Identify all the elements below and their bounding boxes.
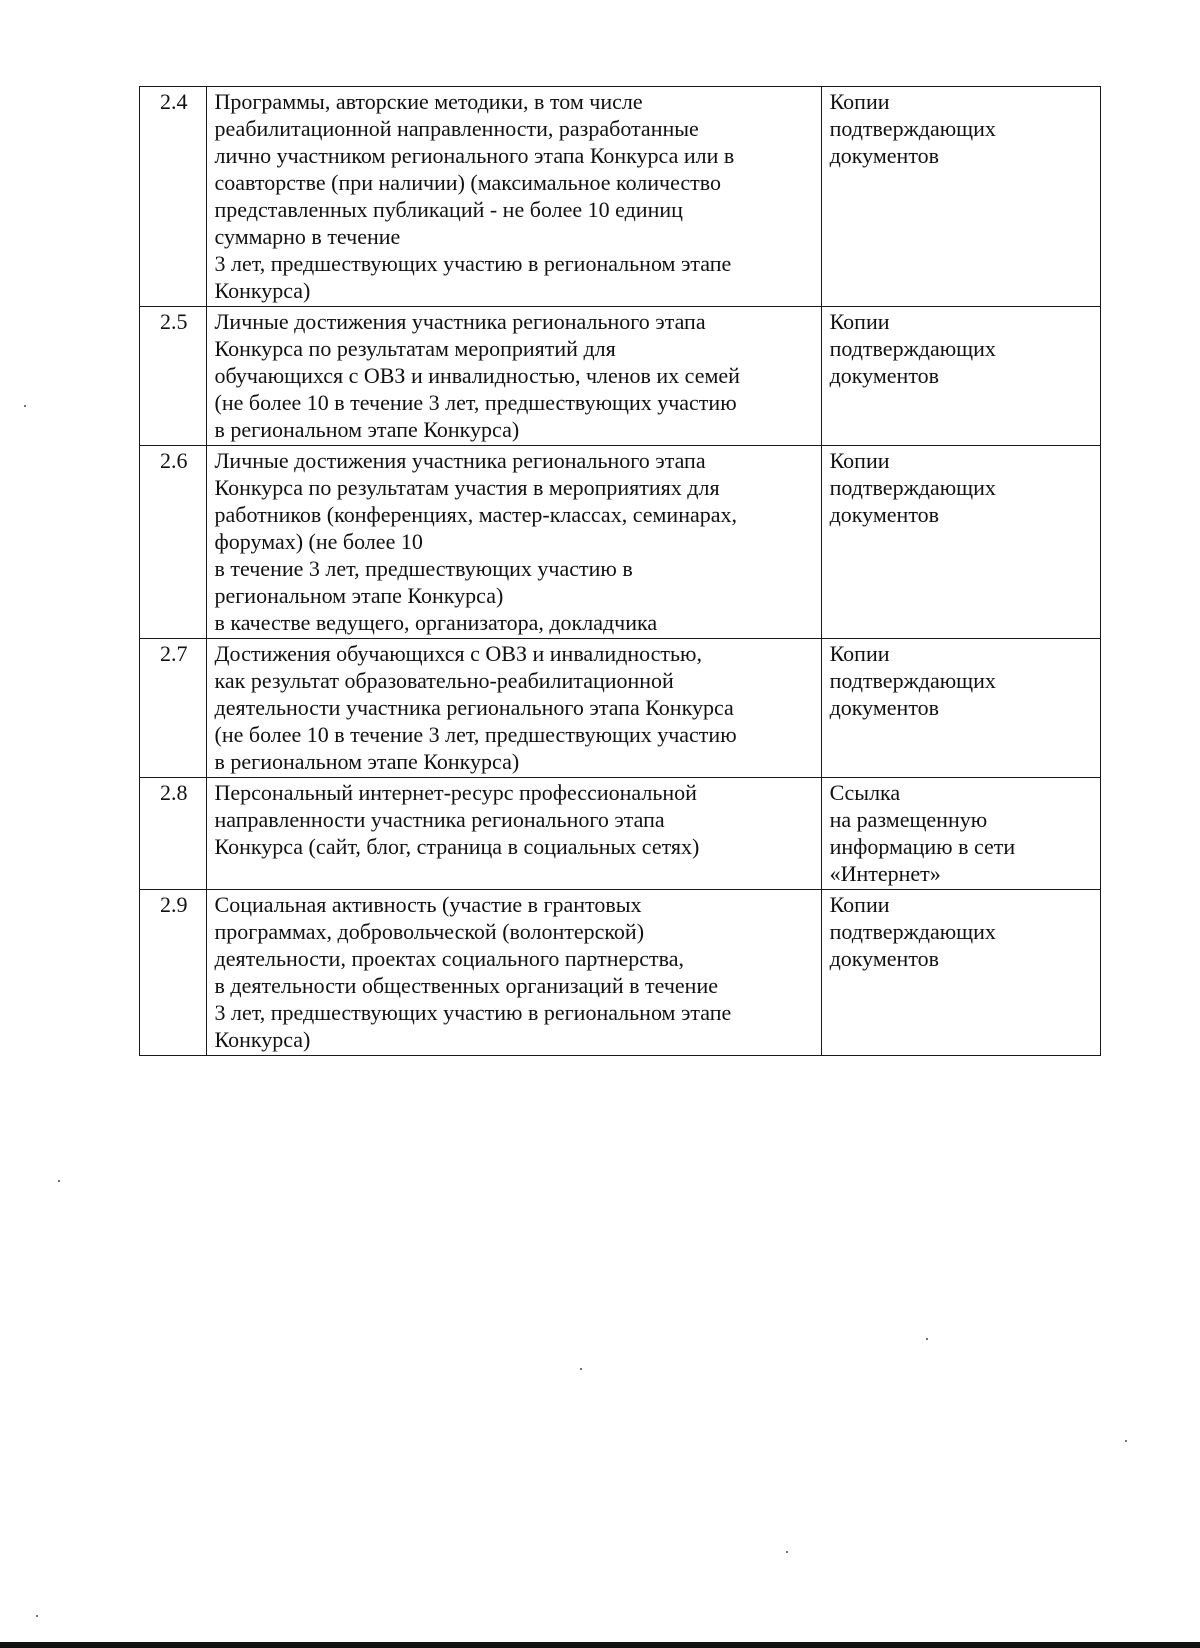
row-number: 2.6 [140, 446, 207, 639]
scan-speck [1125, 1440, 1127, 1442]
table-row [140, 307, 1101, 446]
description-line: Социальная активность (участие в грантовых [214, 892, 642, 917]
description-line: Личные достижения участника регионального этапа [214, 309, 706, 334]
document-line: подтверждающих [829, 668, 996, 693]
criterion-description [206, 446, 821, 639]
scan-bottom-edge [0, 1642, 1200, 1648]
document-line: подтверждающих [829, 919, 996, 944]
document-line: информацию в сети [829, 834, 1016, 859]
scan-speck [580, 1368, 582, 1370]
description-line: направленности участника регионального этапа [214, 807, 665, 832]
row-number: 2.9 [140, 890, 207, 1056]
table-row [140, 890, 1101, 1056]
description-line: Конкурса) [214, 1027, 311, 1052]
document-line: документов [829, 946, 940, 971]
document-line: подтверждающих [829, 475, 996, 500]
document-line: на размещенную [829, 807, 988, 832]
document-line: документов [829, 502, 940, 527]
document-line: «Интернет» [829, 861, 941, 886]
description-line: в деятельности общественных организаций в течение [214, 973, 718, 998]
confirming-documents [821, 778, 1100, 890]
scan-speck [24, 405, 26, 407]
description-line: программах, добровольческой (волонтерской) [214, 919, 645, 944]
scan-speck [58, 1180, 60, 1182]
description-line: в региональном этапе Конкурса) [214, 417, 520, 442]
description-line: 3 лет, предшествующих участию в региональном этапе [214, 251, 732, 276]
description-line: (не более 10 в течение 3 лет, предшествующих участию [214, 390, 737, 415]
description-line: работников (конференциях, мастер-классах, семинарах, [214, 502, 737, 527]
document-line: документов [829, 143, 940, 168]
description-line: форумах) (не более 10 [214, 529, 423, 554]
table-row [140, 639, 1101, 778]
description-line: региональном этапе Конкурса) [214, 583, 504, 608]
row-number: 2.5 [140, 307, 207, 446]
document-line: подтверждающих [829, 336, 996, 361]
criteria-table [139, 86, 1101, 1056]
description-line: обучающихся с ОВЗ и инвалидностью, членов их семей [214, 363, 740, 388]
row-number: 2.8 [140, 778, 207, 890]
table-row [140, 446, 1101, 639]
description-line: в течение 3 лет, предшествующих участию в [214, 556, 633, 581]
description-line: (не более 10 в течение 3 лет, предшествующих участию [214, 722, 737, 747]
description-line: представленных публикаций - не более 10 единиц [214, 197, 683, 222]
confirming-documents [821, 446, 1100, 639]
scan-speck [926, 1338, 928, 1340]
document-line: Копии [829, 892, 890, 917]
table-row [140, 778, 1101, 890]
description-line: реабилитационной направленности, разработанные [214, 116, 699, 141]
confirming-documents [821, 639, 1100, 778]
description-line: Конкурса) [214, 278, 311, 303]
criterion-description [206, 307, 821, 446]
description-line: Конкурса (сайт, блог, страница в социальных сетях) [214, 834, 700, 859]
criterion-description [206, 639, 821, 778]
criteria-table-body [140, 87, 1101, 1056]
description-line: как результат образовательно-реабилитационной [214, 668, 674, 693]
document-line: документов [829, 363, 940, 388]
document-line: Ссылка [829, 780, 901, 805]
description-line: Программы, авторские методики, в том числе [214, 89, 643, 114]
description-line: соавторстве (при наличии) (максимальное количество [214, 170, 722, 195]
description-line: 3 лет, предшествующих участию в региональном этапе [214, 1000, 732, 1025]
description-line: Конкурса по результатам мероприятий для [214, 336, 616, 361]
document-line: Копии [829, 89, 890, 114]
description-line: суммарно в течение [214, 224, 401, 249]
confirming-documents [821, 307, 1100, 446]
table-row [140, 87, 1101, 307]
description-line: Конкурса по результатам участия в мероприятиях для [214, 475, 720, 500]
description-line: в региональном этапе Конкурса) [214, 749, 520, 774]
document-line: подтверждающих [829, 116, 996, 141]
criterion-description [206, 890, 821, 1056]
description-line: Личные достижения участника регионального этапа [214, 448, 706, 473]
document-line: Копии [829, 641, 890, 666]
scan-speck [36, 1615, 38, 1617]
document-line: Копии [829, 448, 890, 473]
description-line: Достижения обучающихся с ОВЗ и инвалидностью, [214, 641, 702, 666]
row-number: 2.7 [140, 639, 207, 778]
criterion-description [206, 778, 821, 890]
row-number: 2.4 [140, 87, 207, 307]
description-line: Персональный интернет-ресурс профессиональной [214, 780, 697, 805]
document-line: документов [829, 695, 940, 720]
description-line: в качестве ведущего, организатора, докладчика [214, 610, 658, 635]
confirming-documents [821, 890, 1100, 1056]
criterion-description [206, 87, 821, 307]
description-line: деятельности участника регионального этапа Конкурса [214, 695, 734, 720]
document-line: Копии [829, 309, 890, 334]
scan-speck [786, 1551, 788, 1553]
description-line: деятельности, проектах социального партнерства, [214, 946, 684, 971]
description-line: лично участником регионального этапа Конкурса или в [214, 143, 735, 168]
confirming-documents [821, 87, 1100, 307]
